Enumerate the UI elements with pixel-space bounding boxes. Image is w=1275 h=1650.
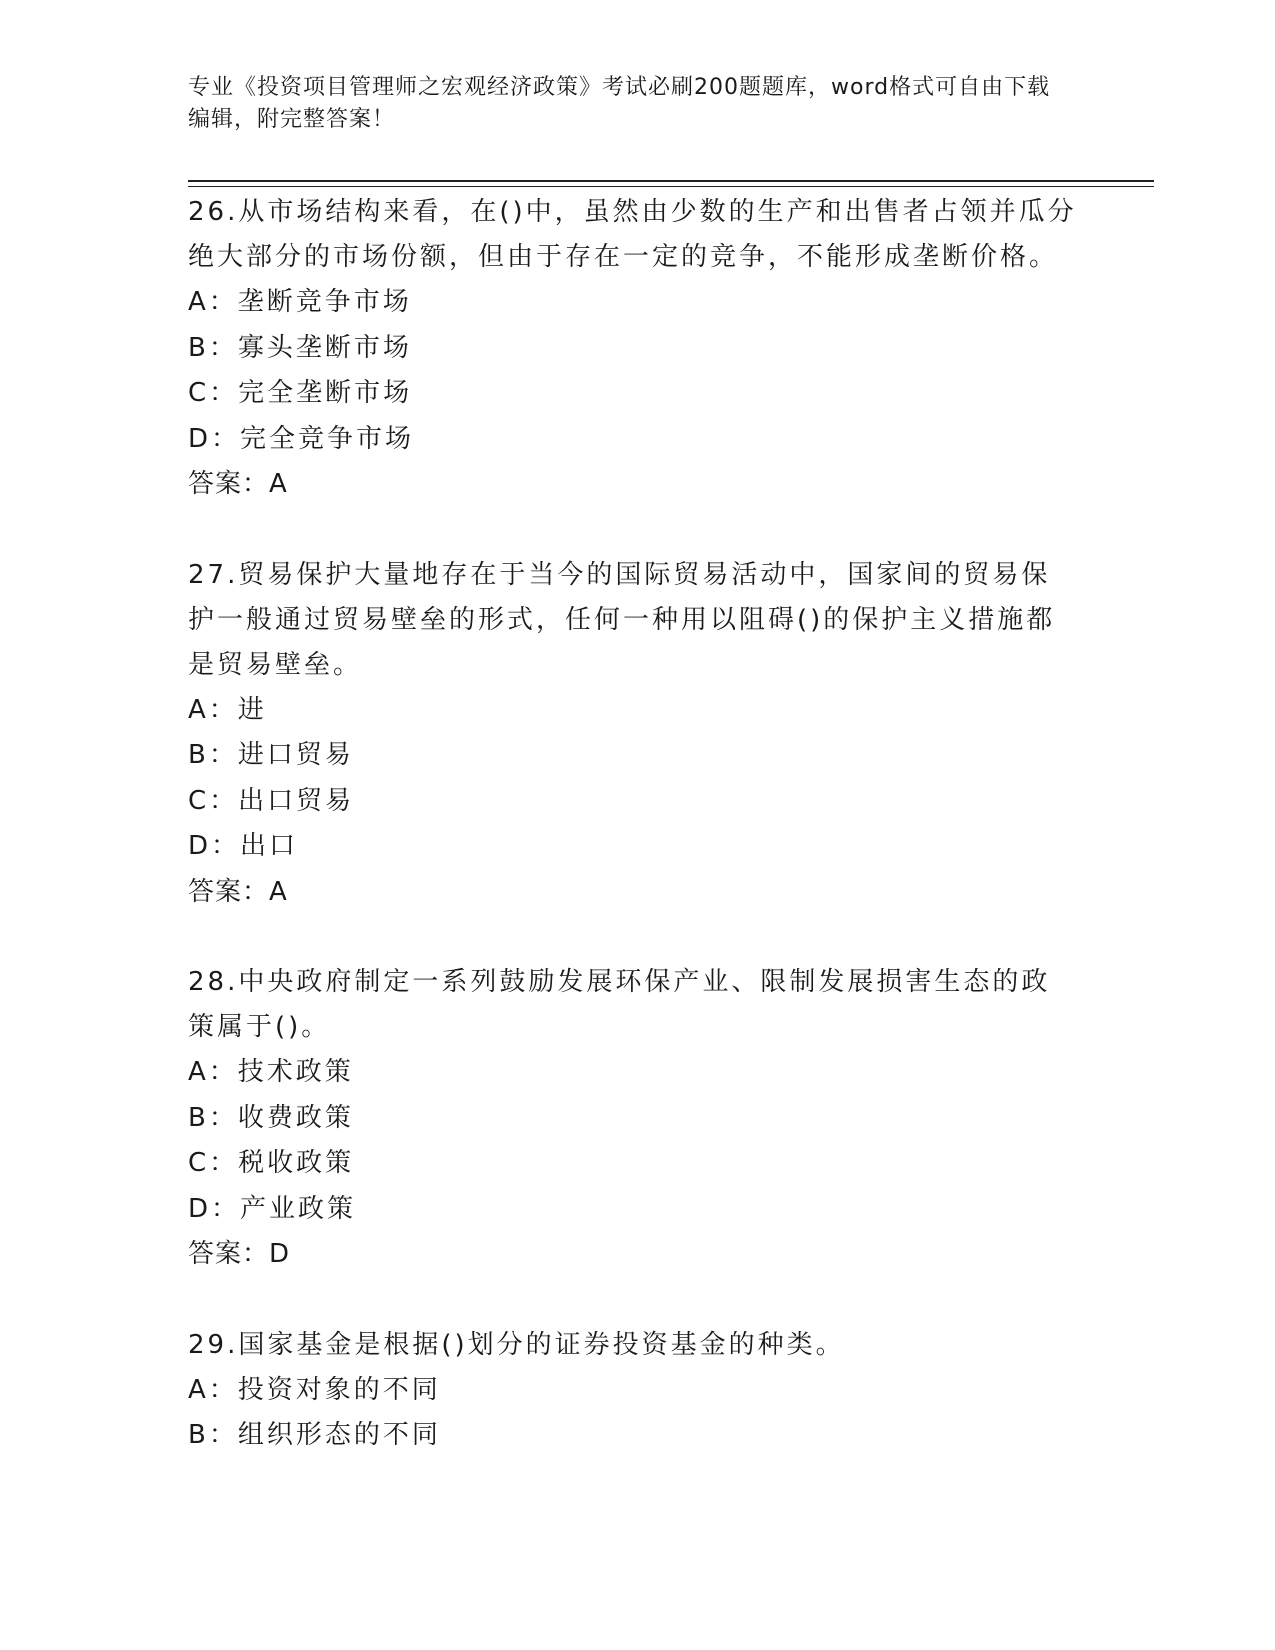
question-list [188,190,1078,1504]
question-stem: 26.从市场结构来看，在()中，虽然由少数的生产和出售者占领并瓜分绝大部分的市场份额，但由于存在一定的竞争，不能形成垄断价格。 [188,197,1077,272]
option-d: D：完全竞争市场 [188,423,415,454]
option-b: B：进口贸易 [188,740,354,770]
option-c: C：完全垄断市场 [188,378,413,408]
question-26 [188,190,1078,508]
option-c: C：出口贸易 [188,785,355,816]
question-stem: 27.贸易保护大量地存在于当今的国际贸易活动中，国家间的贸易保护一般通过贸易壁垒的形式，任何一种用以阻碍()的保护主义措施都是贸易壁垒。 [188,559,1056,680]
option-a: A：垄断竞争市场 [188,287,412,317]
answer-line: 答案：A [188,469,288,499]
document-header [188,72,1068,136]
option-a: A：投资对象的不同 [188,1374,441,1405]
option-b: B：寡头垄断市场 [188,332,412,363]
option-d: D：出口 [188,831,299,861]
header-rule-thick [188,180,1154,182]
question-28 [188,960,1078,1278]
question-stem: 29.国家基金是根据()划分的证券投资基金的种类。 [188,1329,845,1360]
question-29 [188,1323,1078,1459]
option-d: D：产业政策 [188,1193,357,1224]
header-rule-thin [188,186,1154,187]
option-b: B：组织形态的不同 [188,1420,441,1450]
header-text: 专业《投资项目管理师之宏观经济政策》考试必刷200题题库，word格式可自由下载编辑，附完整答案！ [188,75,1051,132]
answer-line: 答案：D [188,1239,291,1269]
option-c: C：税收政策 [188,1148,355,1178]
option-b: B：收费政策 [188,1102,354,1133]
answer-line: 答案：A [188,876,288,907]
option-a: A：技术政策 [188,1057,354,1087]
option-a: A：进 [188,694,267,725]
question-27 [188,553,1078,916]
question-stem: 28.中央政府制定一系列鼓励发展环保产业、限制发展损害生态的政策属于()。 [188,967,1051,1042]
